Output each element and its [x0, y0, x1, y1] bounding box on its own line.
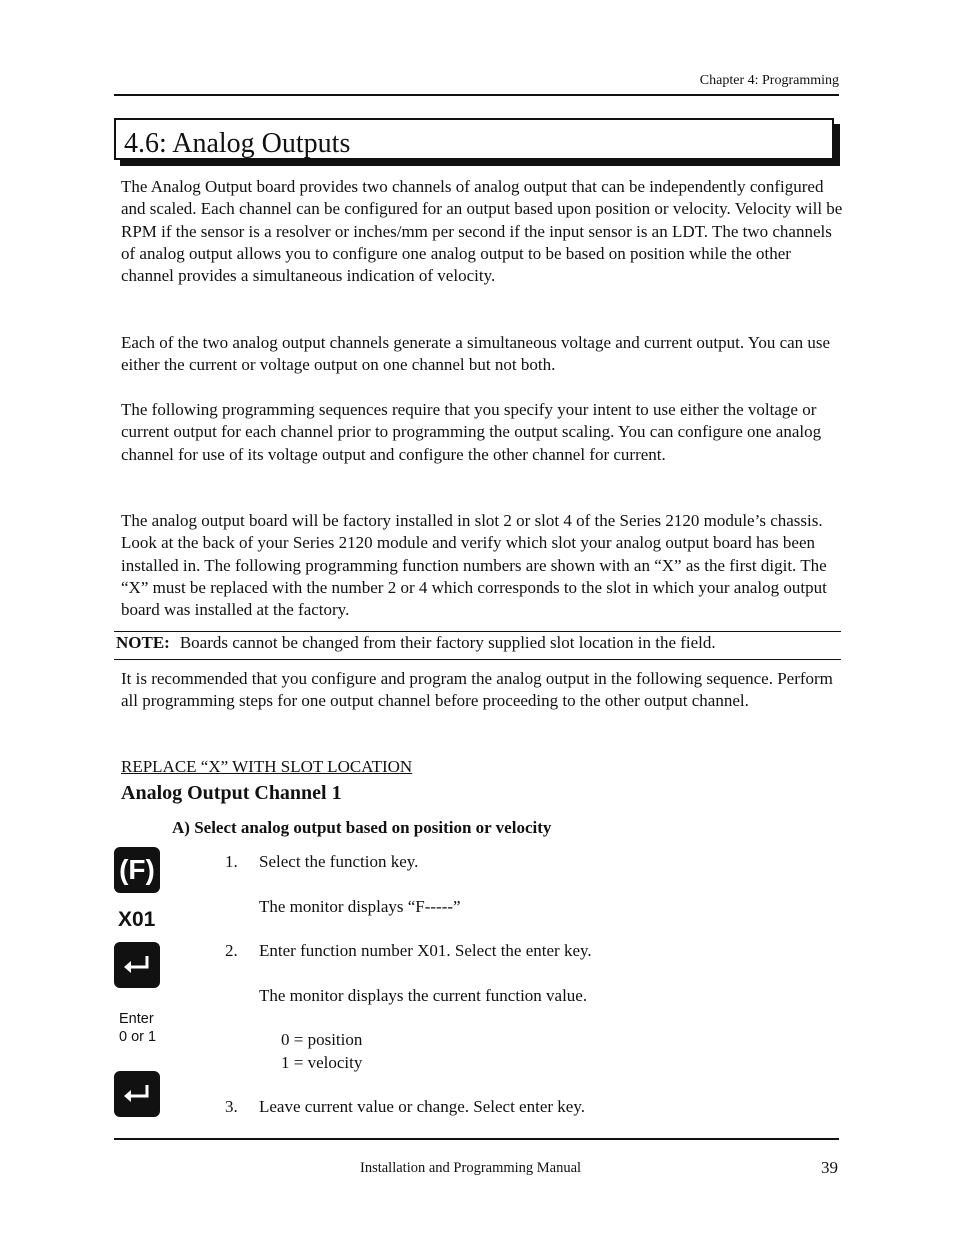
replace-heading: REPLACE “X” WITH SLOT LOCATION	[121, 757, 413, 776]
step-3-number: 3.	[225, 1097, 238, 1116]
function-key-icon	[114, 847, 160, 893]
footer-rule	[114, 1138, 839, 1140]
paragraph-1: The Analog Output board provides two channels of analog output that can be independently configured and scaled. Each channel can be configured for an output based upon position or velocity. Velocity will be RPM if the sensor is a resolver or inches/mm per second if the input sensor is an LDT. The two channels of analog output allows you to configure one analog output to be based on position while the other channel provides a simultaneous indication of velocity.	[121, 177, 843, 286]
paragraph-3: The following programming sequences require that you specify your intent to use either the voltage or current output for each channel prior to programming the output scaling. You can configure one analog channel for use of its voltage output and configure the other channel for current.	[121, 400, 822, 464]
page-number: 39	[821, 1158, 838, 1177]
paragraph-2: Each of the two analog output channels generate a simultaneous voltage and current output. You can use either the current or voltage output on one channel but not both.	[121, 333, 831, 375]
footer-manual-title: Installation and Programming Manual	[360, 1160, 582, 1176]
step-1-number: 1.	[225, 852, 238, 871]
step-2-detail: The monitor displays the current function value.	[259, 986, 588, 1005]
recommendation-paragraph: It is recommended that you configure and program the analog output in the following sequence. Perform all programming steps for one output channel before proceeding to the other output channel.	[121, 669, 833, 711]
option-velocity: 1 = velocity	[281, 1053, 363, 1072]
step-1-detail: The monitor displays “F-----”	[259, 897, 461, 916]
function-key-label: (F)	[119, 854, 155, 885]
step-1-text: Select the function key.	[259, 852, 419, 871]
note-label: NOTE:	[116, 633, 170, 652]
step-2-number: 2.	[225, 941, 238, 960]
enter-label-line2: 0 or 1	[119, 1029, 157, 1045]
enter-value-label	[119, 1010, 156, 1046]
enter-key-icon-2	[114, 1071, 160, 1117]
x01-label: X01	[118, 908, 156, 931]
note	[116, 633, 716, 653]
enter-key-icon	[114, 942, 160, 988]
enter-arrow-icon	[122, 954, 152, 976]
section-title: 4.6: Analog Outputs	[124, 128, 351, 159]
option-position: 0 = position	[281, 1030, 363, 1049]
step-group-heading: A) Select analog output based on position or velocity	[172, 818, 552, 837]
enter-arrow-icon	[122, 1083, 152, 1105]
step-3-text: Leave current value or change. Select enter key.	[259, 1097, 585, 1116]
note-bottom-rule	[114, 659, 841, 660]
channel-heading: Analog Output Channel 1	[121, 782, 342, 804]
chapter-header: Chapter 4: Programming	[699, 73, 839, 88]
step-2-text: Enter function number X01. Select the enter key.	[259, 941, 592, 960]
note-top-rule	[114, 631, 841, 632]
paragraph-4: The analog output board will be factory installed in slot 2 or slot 4 of the Series 2120 module’s chassis. Look at the back of your Series 2120 module and verify which slot your analog output board has been installed in. The following programming function numbers are shown with an “X” as the first digit. The “X” must be replaced with the number 2 or 4 which corresponds to the slot in which your analog output board was installed at the factory.	[121, 511, 827, 620]
header-rule	[114, 94, 839, 96]
note-text: Boards cannot be changed from their factory supplied slot location in the field.	[179, 633, 716, 652]
section-title-box	[114, 118, 834, 160]
enter-label-line1: Enter	[119, 1011, 154, 1027]
